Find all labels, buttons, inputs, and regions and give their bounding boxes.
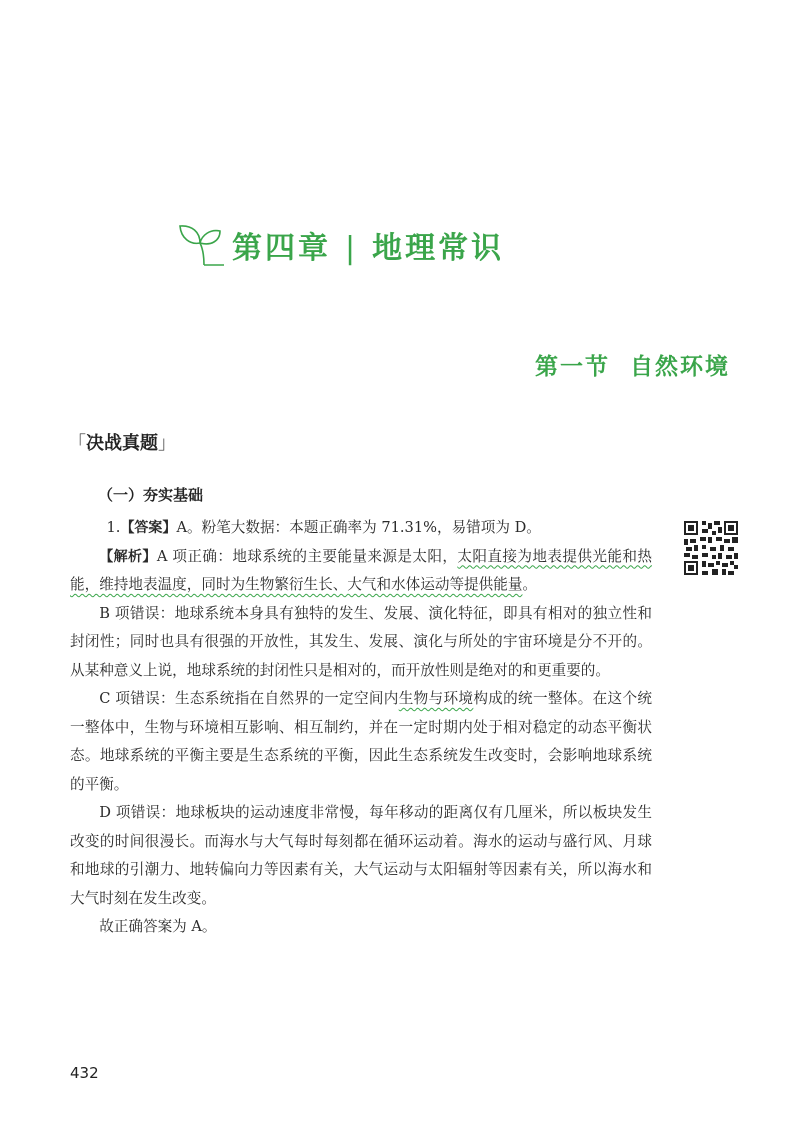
qr-code-icon <box>684 521 738 575</box>
analysis-c-post: 构成的统一整体。在这个统一整体中，生物与环境相互影响、相互制约，并在一定时期内处于相对稳定的动态平衡状态。地球系统的平衡主要是生态系统的平衡，因此生态系统发生改变时，会影响地球系统的平衡。 <box>70 690 652 793</box>
analysis-d: D 项错误：地球板块的运动速度非常慢，每年移动的距离仅有几厘米，所以板块发生改变的时间很漫长。而海水与大气每时每刻都在循环运动着。海水的运动与盛行风、月球和地球的引潮力、地转偏向力等因素有关，大气运动与太阳辐射等因素有关，所以海水和大气时刻在发生改变。 <box>70 804 652 907</box>
chapter-number: 第四章 <box>232 231 331 266</box>
analysis-c <box>70 685 652 799</box>
section-number: 第一节 <box>535 354 610 380</box>
analysis-a-highlight: 太阳直接为地表提供光能和热能，维持地表温度，同时为生物繁衍生长、大气和水体运动等提供能量 <box>70 547 652 593</box>
conclusion: 故正确答案为 A。 <box>99 918 217 935</box>
chapter-heading <box>178 215 504 275</box>
analysis-a-pre: A 项正确：地球系统的主要能量来源是太阳， <box>156 547 458 565</box>
chapter-separator: | <box>345 231 359 266</box>
chapter-name: 地理常识 <box>372 231 505 266</box>
section-heading <box>0 348 730 381</box>
sprout-icon <box>178 221 228 269</box>
analysis-b: B 项错误：地球系统本身具有独特的发生、发展、演化特征，即具有相对的独立性和封闭性；同时也具有很强的开放性，其发生、发展、演化与所处的宇宙环境是分不开的。从某种意义上说，地球系统的封闭性只是相对的，而开放性则是绝对的和更重要的。 <box>70 604 652 679</box>
answer-text: A。粉笔大数据：本题正确率为 71.31%，易错项为 D。 <box>176 519 541 536</box>
analysis-c-highlight: 生物与环境 <box>398 690 474 707</box>
answer-body <box>70 514 652 942</box>
analysis-a-post: 。 <box>522 576 538 593</box>
block-title: 决战真题 <box>86 433 158 454</box>
question-number: 1. <box>106 519 121 536</box>
analysis-tag: 【解析】 <box>99 548 157 565</box>
analysis-a <box>70 543 652 600</box>
section-title: 自然环境 <box>630 354 730 380</box>
page-number: 432 <box>70 1064 99 1082</box>
chapter-title <box>232 223 504 267</box>
block-heading <box>68 430 176 454</box>
block-open-bracket: 「 <box>68 433 86 454</box>
answer-line <box>70 514 652 543</box>
answer-tag: 【答案】 <box>120 520 177 536</box>
subsection-heading: （一）夯实基础 <box>98 486 204 504</box>
block-close-bracket: 」 <box>158 433 176 454</box>
analysis-c-pre: C 项错误：生态系统指在自然界的一定空间内 <box>99 690 399 707</box>
